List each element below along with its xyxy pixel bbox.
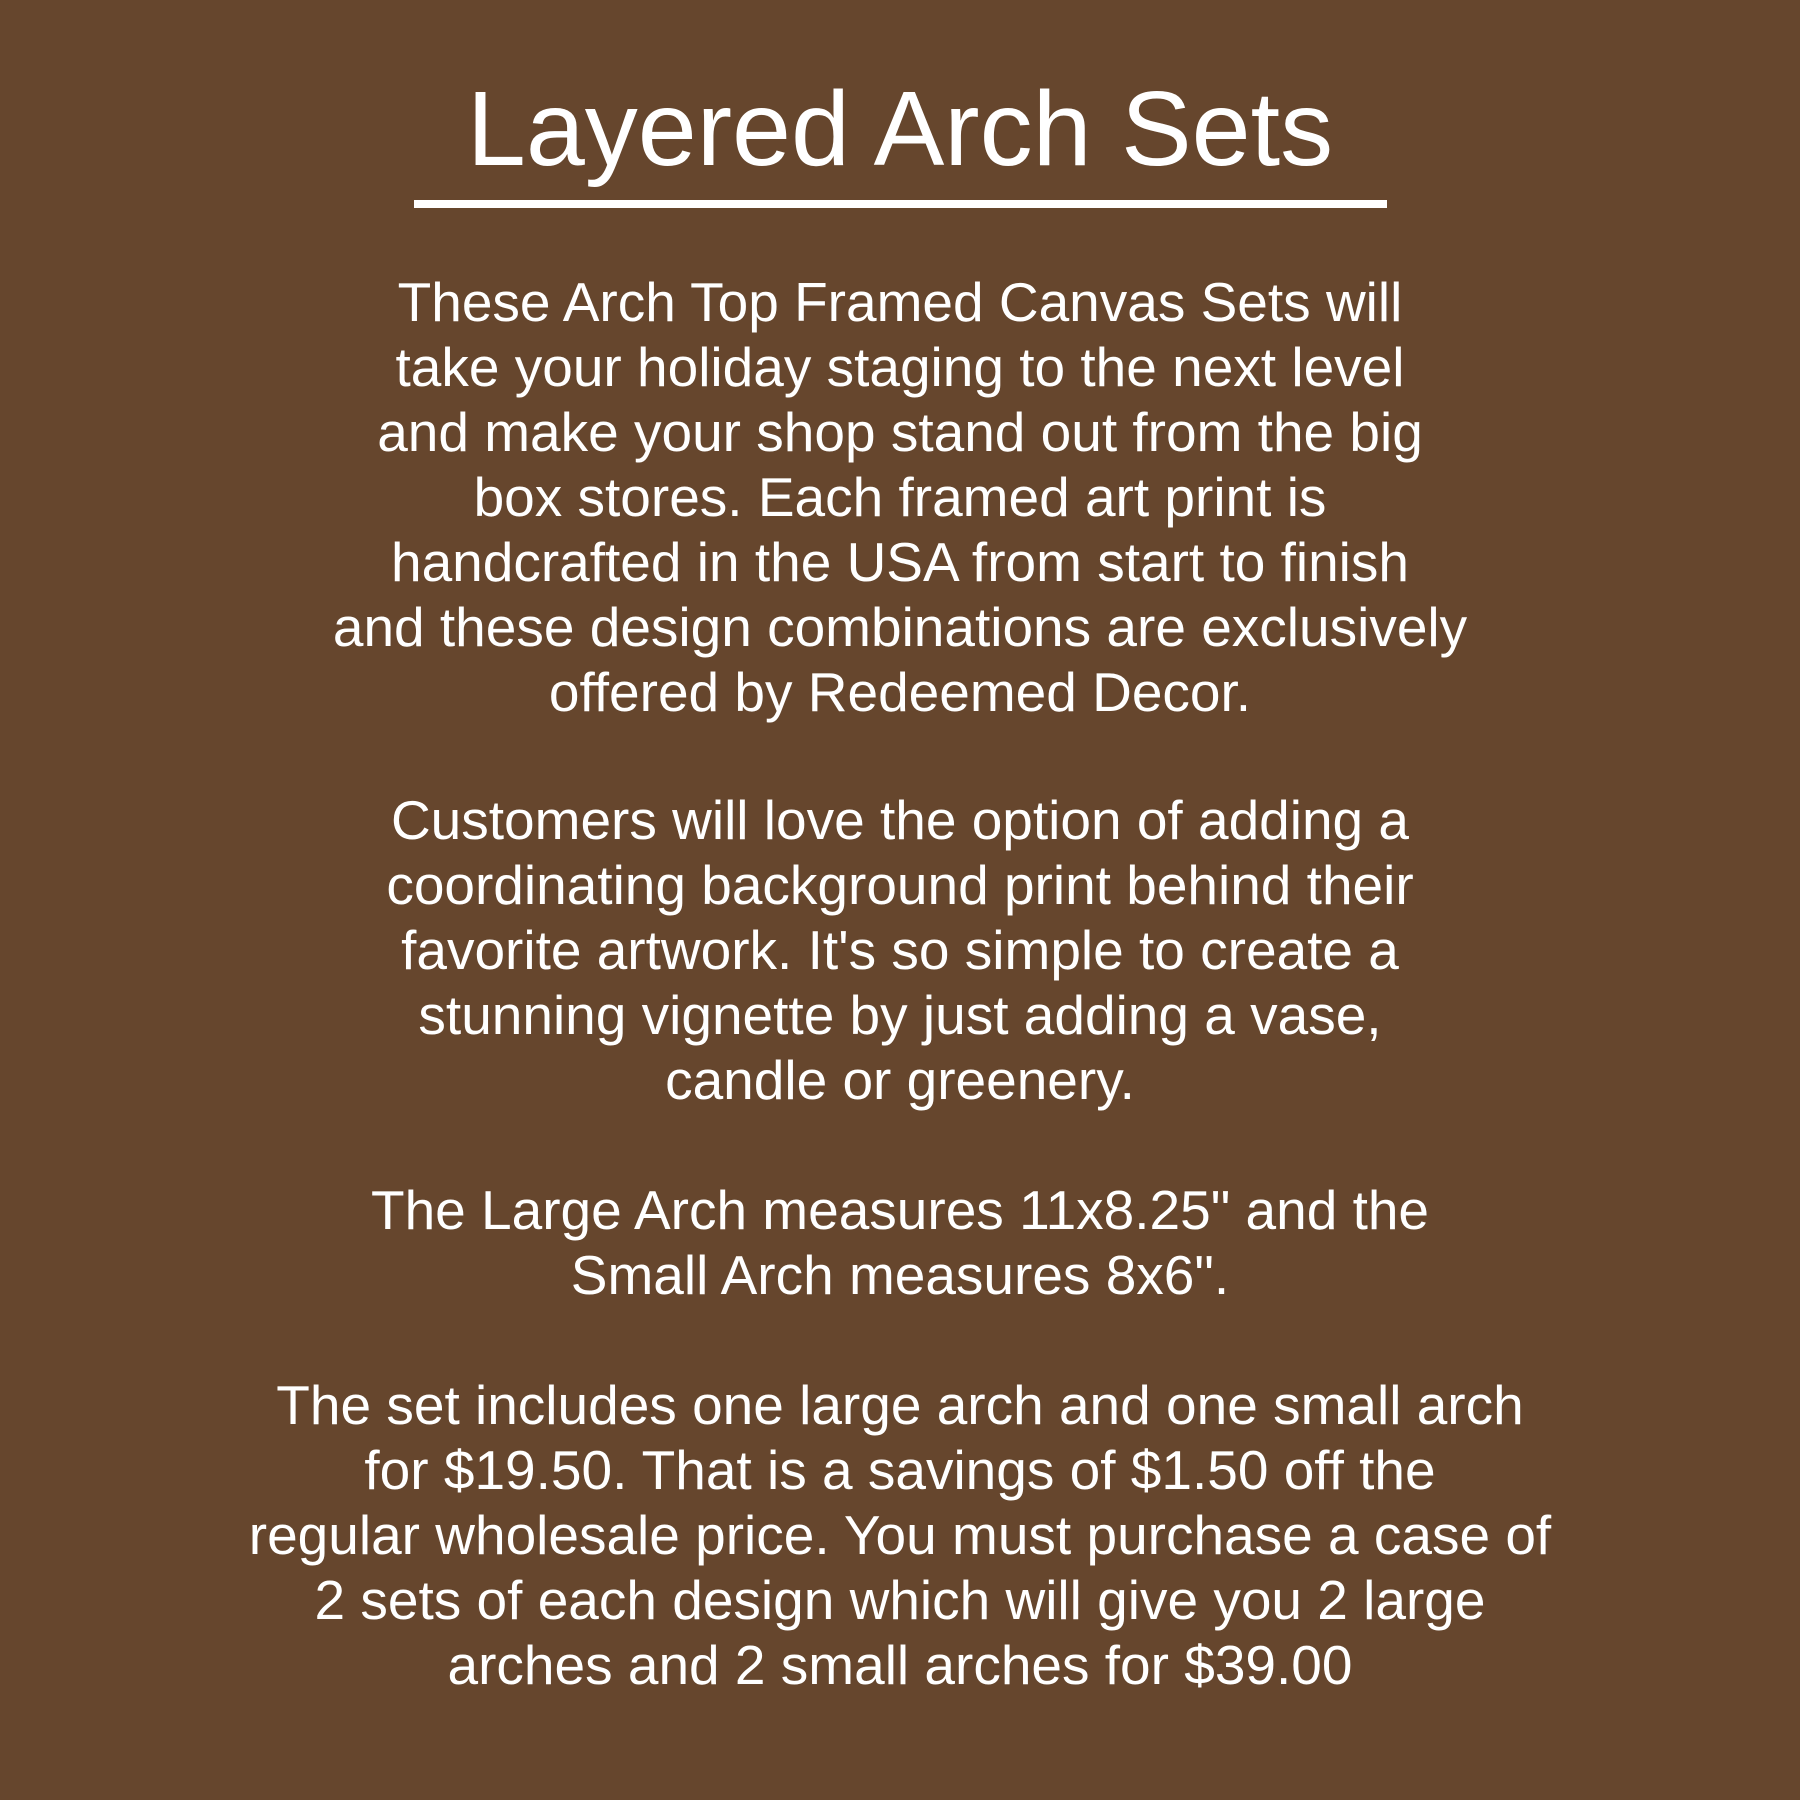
text-line: 2 sets of each design which will give you 2 large (314, 1569, 1486, 1631)
title-underline (414, 200, 1387, 208)
text-line: Customers will love the option of adding a (390, 789, 1410, 851)
text-line: box stores. Each framed art print is (473, 466, 1327, 528)
text-line: Small Arch measures 8x6". (570, 1244, 1230, 1306)
text-line: for $19.50. That is a savings of $1.50 off the (364, 1439, 1436, 1501)
text-line: candle or greenery. (665, 1049, 1135, 1111)
text-line: regular wholesale price. You must purchase a case of (248, 1504, 1552, 1566)
text-line: take your holiday staging to the next level (395, 336, 1405, 398)
text-line: coordinating background print behind their (386, 854, 1414, 916)
description-paragraph-2 (0, 788, 1800, 1113)
text-line: handcrafted in the USA from start to finish (390, 531, 1409, 593)
text-line: favorite artwork. It's so simple to create a (401, 919, 1399, 981)
description-paragraph-1 (0, 270, 1800, 725)
text-line: arches and 2 small arches for $39.00 (447, 1634, 1353, 1696)
pricing-paragraph (0, 1373, 1800, 1698)
text-line: The set includes one large arch and one small arch (276, 1374, 1524, 1436)
page-title: Layered Arch Sets (466, 70, 1334, 188)
text-line: These Arch Top Framed Canvas Sets will (397, 271, 1403, 333)
text-line: The Large Arch measures 11x8.25" and the (370, 1179, 1430, 1241)
title-container (0, 68, 1800, 190)
text-line: stunning vignette by just adding a vase, (418, 984, 1382, 1046)
text-line: and make your shop stand out from the big (377, 401, 1423, 463)
text-line: and these design combinations are exclusively (332, 596, 1468, 658)
text-line: offered by Redeemed Decor. (548, 661, 1252, 723)
measurements-paragraph (0, 1178, 1800, 1308)
